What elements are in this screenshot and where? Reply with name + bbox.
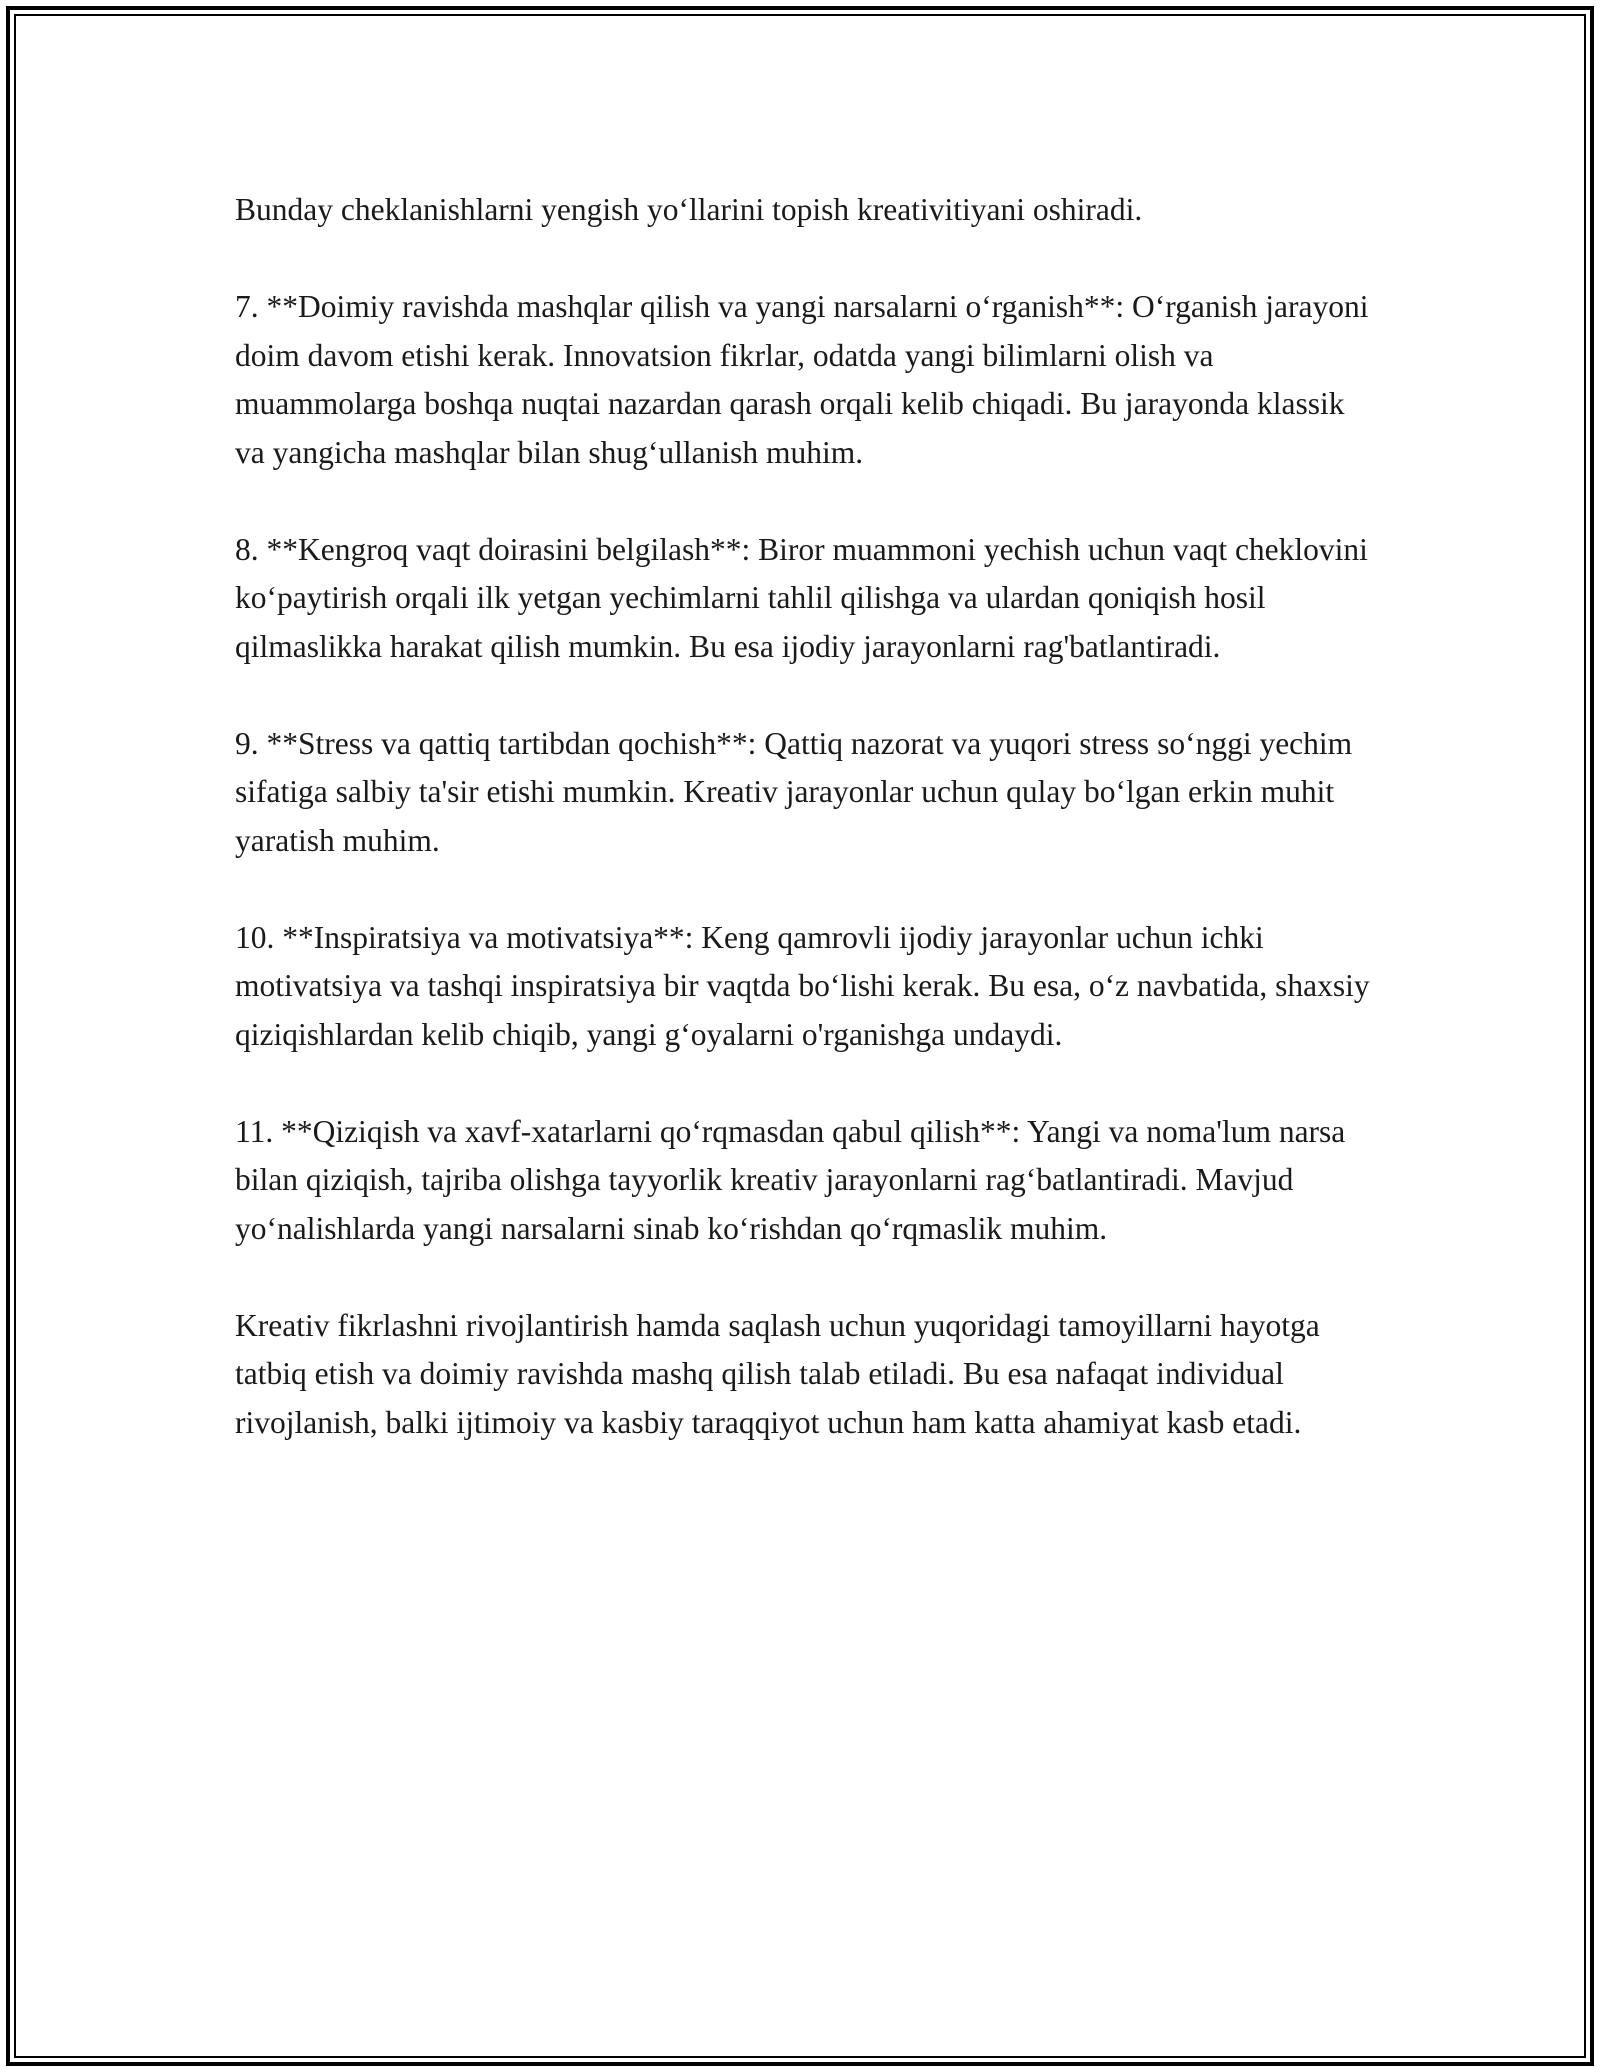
- paragraph-conclusion: Kreativ fikrlashni rivojlantirish hamda saqlash uchun yuqoridagi tamoyillarni hayotga tatbiq etish va doimiy ravishda mashq qilish talab etiladi. Bu esa nafaqat individual rivojlanish, balki ijtimoiy va kasbiy taraqqiyot uchun ham katta ahamiyat kasb etadi.: [235, 1307, 1320, 1440]
- paragraph-item-9: 9. **Stress va qattiq tartibdan qochish**: Qattiq nazorat va yuqori stress so‘nggi yechim sifatiga salbiy ta'sir etishi mumkin. Kreativ jarayonlar uchun qulay bo‘lgan erkin muhit yaratish muhim.: [235, 725, 1353, 858]
- document-body: [235, 186, 1375, 1447]
- paragraph-item-7: 7. **Doimiy ravishda mashqlar qilish va yangi narsalarni o‘rganish**: O‘rganish jarayoni doim davom etishi kerak. Innovatsion fikrlar, odatda yangi bilimlarni olish va muammolarga boshqa nuqtai nazardan qarash orqali kelib chiqadi. Bu jarayonda klassik va yangicha mashqlar bilan shug‘ullanish muhim.: [235, 289, 1369, 470]
- paragraph-intro: Bunday cheklanishlarni yengish yo‘llarini topish kreativitiyani oshiradi.: [235, 192, 1143, 227]
- paragraph-item-8: 8. **Kengroq vaqt doirasini belgilash**: Biror muammoni yechish uchun vaqt cheklovini ko‘paytirish orqali ilk yetgan yechimlarni tahlil qilishga va ulardan qoniqish hosil qilmaslikka harakat qilish mumkin. Bu esa ijodiy jarayonlarni rag'batlantiradi.: [235, 531, 1368, 664]
- paragraph-item-11: 11. **Qiziqish va xavf-xatarlarni qo‘rqmasdan qabul qilish**: Yangi va noma'lum narsa bilan qiziqish, tajriba olishga tayyorlik kreativ jarayonlarni rag‘batlantiradi. Mavjud yo‘nalishlarda yangi narsalarni sinab ko‘rishdan qo‘rqmaslik muhim.: [235, 1113, 1346, 1246]
- paragraph-item-10: 10. **Inspiratsiya va motivatsiya**: Keng qamrovli ijodiy jarayonlar uchun ichki motivatsiya va tashqi inspiratsiya bir vaqtda bo‘lishi kerak. Bu esa, o‘z navbatida, shaxsiy qiziqishlardan kelib chiqib, yangi g‘oyalarni o'rganishga undaydi.: [235, 919, 1370, 1052]
